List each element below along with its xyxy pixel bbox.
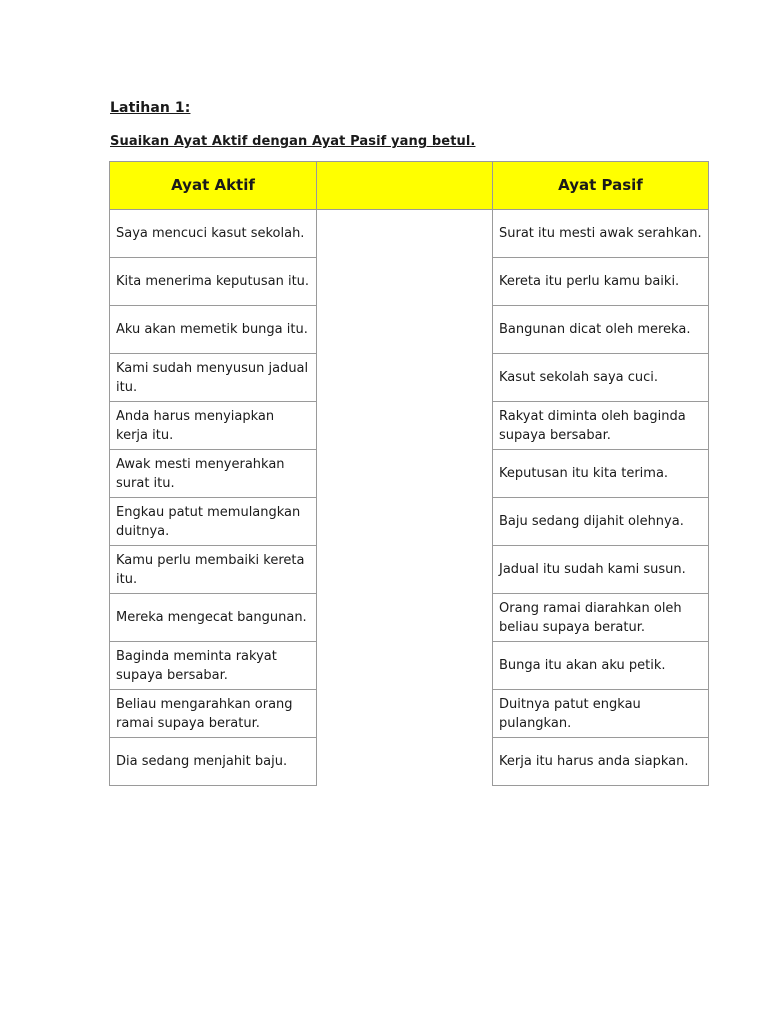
ayat-pasif-cell: Orang ramai diarahkan oleh beliau supaya beratur.: [493, 594, 709, 642]
ayat-aktif-cell: Kami sudah menyusun jadual itu.: [110, 354, 317, 402]
ayat-pasif-cell: Duitnya patut engkau pulangkan.: [493, 690, 709, 738]
ayat-pasif-cell: Rakyat diminta oleh baginda supaya bersabar.: [493, 402, 709, 450]
ayat-pasif-cell: Baju sedang dijahit olehnya.: [493, 498, 709, 546]
ayat-pasif-cell: Kereta itu perlu kamu baiki.: [493, 258, 709, 306]
ayat-pasif-cell: Bangunan dicat oleh mereka.: [493, 306, 709, 354]
matching-blank-column[interactable]: [317, 210, 493, 786]
header-blank: [317, 162, 493, 210]
ayat-pasif-cell: Kerja itu harus anda siapkan.: [493, 738, 709, 786]
exercise-instruction: Suaikan Ayat Aktif dengan Ayat Pasif yang betul.: [110, 134, 476, 149]
ayat-pasif-cell: Surat itu mesti awak serahkan.: [493, 210, 709, 258]
ayat-aktif-cell: Aku akan memetik bunga itu.: [110, 306, 317, 354]
ayat-aktif-cell: Kamu perlu membaiki kereta itu.: [110, 546, 317, 594]
matching-table: [109, 161, 709, 786]
ayat-aktif-cell: Awak mesti menyerahkan surat itu.: [110, 450, 317, 498]
header-ayat-pasif: Ayat Pasif: [493, 162, 709, 210]
ayat-aktif-cell: Anda harus menyiapkan kerja itu.: [110, 402, 317, 450]
header-ayat-aktif: Ayat Aktif: [110, 162, 317, 210]
ayat-aktif-cell: Beliau mengarahkan orang ramai supaya beratur.: [110, 690, 317, 738]
exercise-heading: Latihan 1:: [110, 100, 191, 116]
table-row: [110, 210, 709, 258]
ayat-pasif-cell: Bunga itu akan aku petik.: [493, 642, 709, 690]
ayat-aktif-cell: Saya mencuci kasut sekolah.: [110, 210, 317, 258]
ayat-aktif-cell: Mereka mengecat bangunan.: [110, 594, 317, 642]
ayat-aktif-cell: Engkau patut memulangkan duitnya.: [110, 498, 317, 546]
ayat-pasif-cell: Keputusan itu kita terima.: [493, 450, 709, 498]
ayat-aktif-cell: Kita menerima keputusan itu.: [110, 258, 317, 306]
table-header-row: [110, 162, 709, 210]
ayat-aktif-cell: Baginda meminta rakyat supaya bersabar.: [110, 642, 317, 690]
ayat-pasif-cell: Jadual itu sudah kami susun.: [493, 546, 709, 594]
ayat-pasif-cell: Kasut sekolah saya cuci.: [493, 354, 709, 402]
ayat-aktif-cell: Dia sedang menjahit baju.: [110, 738, 317, 786]
